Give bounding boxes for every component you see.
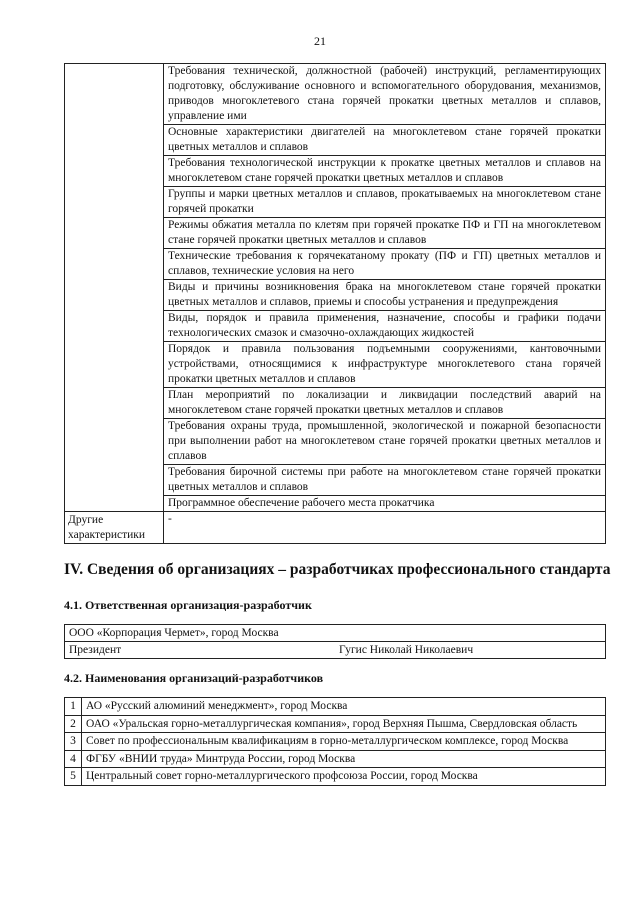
row-number: 4 xyxy=(65,750,82,768)
subsection-title-responsible: 4.1. Ответственная организация-разработчик xyxy=(64,598,312,612)
organization-name: Центральный совет горно-металлургического профсоюза России, город Москва xyxy=(82,768,606,786)
developer-organizations-table xyxy=(64,697,606,786)
requirement-item: Виды, порядок и правила применения, назначение, способы и графики подачи технологических смазок и смазочно-охлаждающих жидкостей xyxy=(164,311,606,342)
subsection-title-developers: 4.2. Наименования организаций-разработчиков xyxy=(64,671,324,685)
requirement-item: Программное обеспечение рабочего места прокатчика xyxy=(164,496,606,512)
other-characteristics-value: - xyxy=(164,512,606,544)
requirement-item: Требования технологической инструкции к прокатке цветных металлов и сплавов на многоклетевом стане горячей прокатки цветных металлов и сплавов xyxy=(164,156,606,187)
row-number: 5 xyxy=(65,768,82,786)
requirement-item: Требования бирочной системы при работе на многоклетевом стане горячей прокатки цветных металлов и сплавов xyxy=(164,465,606,496)
table-row xyxy=(65,750,606,768)
responsible-organization-name: ООО «Корпорация Чермет», город Москва xyxy=(65,625,606,642)
requirement-item: Требования технической, должностной (рабочей) инструкций, регламентирующих подготовку, обслуживание основного и вспомогательного оборудования, механизмов, приводов многоклетевого стана горячей прокатки цветных металлов и сплавов, управление ими xyxy=(164,64,606,125)
head-position: Президент xyxy=(65,642,336,659)
requirement-item: Требования охраны труда, промышленной, экологической и пожарной безопасности при выполнении работ на многоклетевом стане горячей прокатки цветных металлов и сплавов xyxy=(164,419,606,465)
organization-name: ОАО «Уральская горно-металлургическая компания», город Верхняя Пышма, Свердловская область xyxy=(82,715,606,733)
section-title: IV. Сведения об организациях – разработчиках профессионального стандарта xyxy=(64,561,611,578)
organization-name: ФГБУ «ВНИИ труда» Минтруда России, город Москва xyxy=(82,750,606,768)
requirement-item: Виды и причины возникновения брака на многоклетевом стане горячей прокатки цветных металлов и сплавов, приемы и способы устранения и предупреждения xyxy=(164,280,606,311)
other-characteristics-label: Другие характеристики xyxy=(65,512,164,544)
requirement-item: Технические требования к горячекатаному прокату (ПФ и ГП) цветных металлов и сплавов, технические условия на него xyxy=(164,249,606,280)
requirement-item: Порядок и правила пользования подъемными сооружениями, кантовочными устройствами, относящимися к инфраструктуре многоклетевого стана горячей прокатки цветных металлов и сплавов xyxy=(164,342,606,388)
label-cell-empty xyxy=(65,64,164,512)
row-number: 1 xyxy=(65,698,82,716)
knowledge-requirements-table xyxy=(64,63,606,544)
head-name: Гугис Николай Николаевич xyxy=(335,642,606,659)
table-row xyxy=(65,733,606,751)
table-row xyxy=(65,715,606,733)
organization-name: АО «Русский алюминий менеджмент», город Москва xyxy=(82,698,606,716)
table-row xyxy=(65,642,606,659)
responsible-organization-table xyxy=(64,624,606,659)
page-number: 21 xyxy=(314,34,326,48)
requirement-item: Основные характеристики двигателей на многоклетевом стане горячей прокатки цветных металлов и сплавов xyxy=(164,125,606,156)
table-row xyxy=(65,698,606,716)
table-row xyxy=(65,512,606,544)
table-row xyxy=(65,64,606,125)
row-number: 3 xyxy=(65,733,82,751)
requirement-item: Группы и марки цветных металлов и сплавов, прокатываемых на многоклетевом стане горячей прокатки xyxy=(164,187,606,218)
requirement-item: Режимы обжатия металла по клетям при горячей прокатке ПФ и ГП на многоклетевом стане горячей прокатки цветных металлов и сплавов xyxy=(164,218,606,249)
table-row xyxy=(65,625,606,642)
organization-name: Совет по профессиональным квалификациям в горно-металлургическом комплексе, город Москва xyxy=(82,733,606,751)
row-number: 2 xyxy=(65,715,82,733)
requirement-item: План мероприятий по локализации и ликвидации последствий аварий на многоклетевом стане горячей прокатки цветных металлов и сплавов xyxy=(164,388,606,419)
table-row xyxy=(65,768,606,786)
